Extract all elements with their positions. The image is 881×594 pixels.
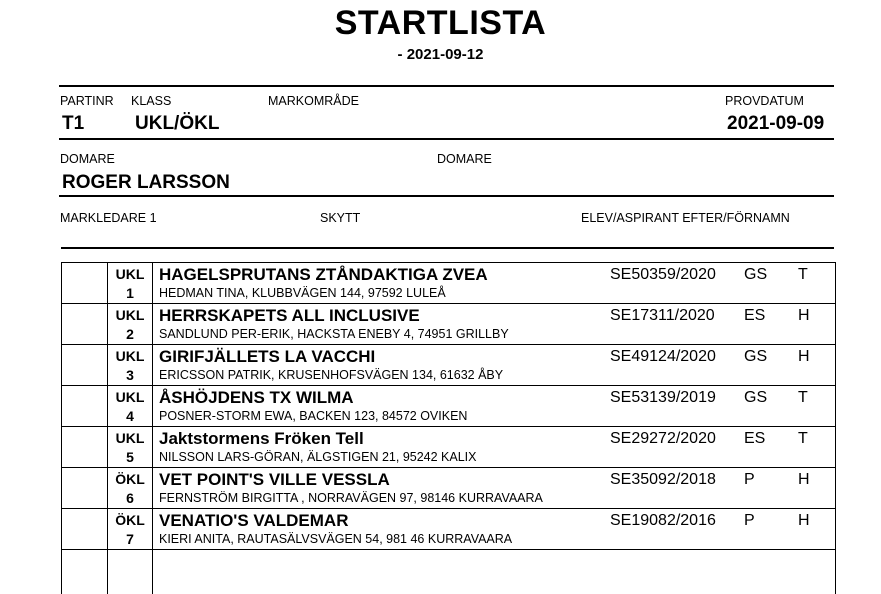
owner-info: ERICSSON PATRIK, KRUSENHOFSVÄGEN 134, 61632 ÅBY	[159, 368, 504, 382]
partinr-value: T1	[62, 113, 85, 134]
breed: GS	[744, 266, 768, 283]
domare2-label: DOMARE	[437, 152, 492, 166]
provdatum-value: 2021-09-09	[727, 113, 825, 134]
entry-number: 1	[126, 285, 134, 301]
breed: ES	[744, 307, 766, 324]
reg-number: SE17311/2020	[610, 307, 715, 324]
owner-info: SANDLUND PER-ERIK, HACKSTA ENEBY 4, 74951 GRILLBY	[159, 327, 509, 341]
breed: P	[744, 512, 755, 529]
reg-number: SE49124/2020	[610, 348, 716, 365]
dog-name: VENATIO'S VALDEMAR	[159, 511, 349, 530]
dog-name: VET POINT'S VILLE VESSLA	[159, 470, 390, 489]
sex: H	[798, 512, 810, 529]
dog-name: Jaktstormens Fröken Tell	[159, 429, 364, 448]
domare1-label: DOMARE	[60, 152, 115, 166]
table-row	[62, 345, 835, 386]
table-row	[62, 509, 835, 550]
provdatum-label: PROVDATUM	[725, 94, 804, 108]
entry-class: UKL	[115, 307, 145, 323]
owner-info: NILSSON LARS-GÖRAN, ÄLGSTIGEN 21, 95242 KALIX	[159, 450, 477, 464]
breed: P	[744, 471, 755, 488]
dog-name: GIRIFJÄLLETS LA VACCHI	[159, 347, 376, 366]
breed: GS	[744, 389, 768, 406]
reg-number: SE19082/2016	[610, 512, 716, 529]
dog-name: ÅSHÖJDENS TX WILMA	[159, 388, 354, 407]
elev-label: ELEV/ASPIRANT EFTER/FÖRNAMN	[581, 211, 790, 225]
table-row	[62, 386, 835, 427]
reg-number: SE35092/2018	[610, 471, 716, 488]
sex: H	[798, 348, 810, 365]
domare1-value: ROGER LARSSON	[62, 172, 230, 193]
entry-class: UKL	[115, 348, 145, 364]
skytt-label: SKYTT	[320, 211, 361, 225]
entry-number: 2	[126, 326, 134, 342]
markomrade-label: MARKOMRÅDE	[268, 94, 359, 108]
dog-name: HERRSKAPETS ALL INCLUSIVE	[159, 306, 420, 325]
klass-label: KLASS	[131, 94, 172, 108]
owner-info: FERNSTRÖM BIRGITTA , NORRAVÄGEN 97, 98146 KURRAVAARA	[159, 491, 543, 505]
sex: T	[798, 430, 808, 447]
breed: GS	[744, 348, 768, 365]
table-row	[62, 427, 835, 468]
divider	[59, 138, 834, 140]
divider	[59, 195, 834, 197]
reg-number: SE29272/2020	[610, 430, 716, 447]
entry-class: UKL	[115, 389, 145, 405]
entry-number: 3	[126, 367, 134, 383]
divider	[59, 85, 834, 87]
table-row	[62, 304, 835, 345]
entry-class: ÖKL	[115, 512, 145, 528]
reg-number: SE50359/2020	[610, 266, 716, 283]
entry-number: 5	[126, 449, 134, 465]
table-row	[62, 468, 835, 509]
breed: ES	[744, 430, 766, 447]
start-list-table	[61, 262, 836, 594]
page-subtitle: - 2021-09-12	[397, 46, 484, 63]
partinr-label: PARTINR	[60, 94, 114, 108]
entry-class: ÖKL	[115, 471, 145, 487]
markledare-label: MARKLEDARE 1	[60, 211, 157, 225]
dog-name: HAGELSPRUTANS ZTÅNDAKTIGA ZVEA	[159, 265, 488, 284]
sex: T	[798, 389, 808, 406]
entry-class: UKL	[115, 430, 145, 446]
entry-number: 6	[126, 490, 134, 506]
table-row	[62, 263, 835, 304]
entry-number: 4	[126, 408, 134, 424]
table-row-empty	[62, 550, 835, 594]
entry-class: UKL	[115, 266, 145, 282]
owner-info: KIERI ANITA, RAUTASÄLVSVÄGEN 54, 981 46 KURRAVAARA	[159, 532, 513, 546]
entry-number: 7	[126, 531, 134, 547]
owner-info: POSNER-STORM EWA, BACKEN 123, 84572 OVIKEN	[159, 409, 468, 423]
page-title: STARTLISTA	[334, 4, 547, 42]
sex: H	[798, 307, 810, 324]
divider	[61, 247, 834, 249]
sex: T	[798, 266, 808, 283]
reg-number: SE53139/2019	[610, 389, 716, 406]
sex: H	[798, 471, 810, 488]
klass-value: UKL/ÖKL	[135, 113, 220, 134]
owner-info: HEDMAN TINA, KLUBBVÄGEN 144, 97592 LULEÅ	[159, 286, 446, 300]
